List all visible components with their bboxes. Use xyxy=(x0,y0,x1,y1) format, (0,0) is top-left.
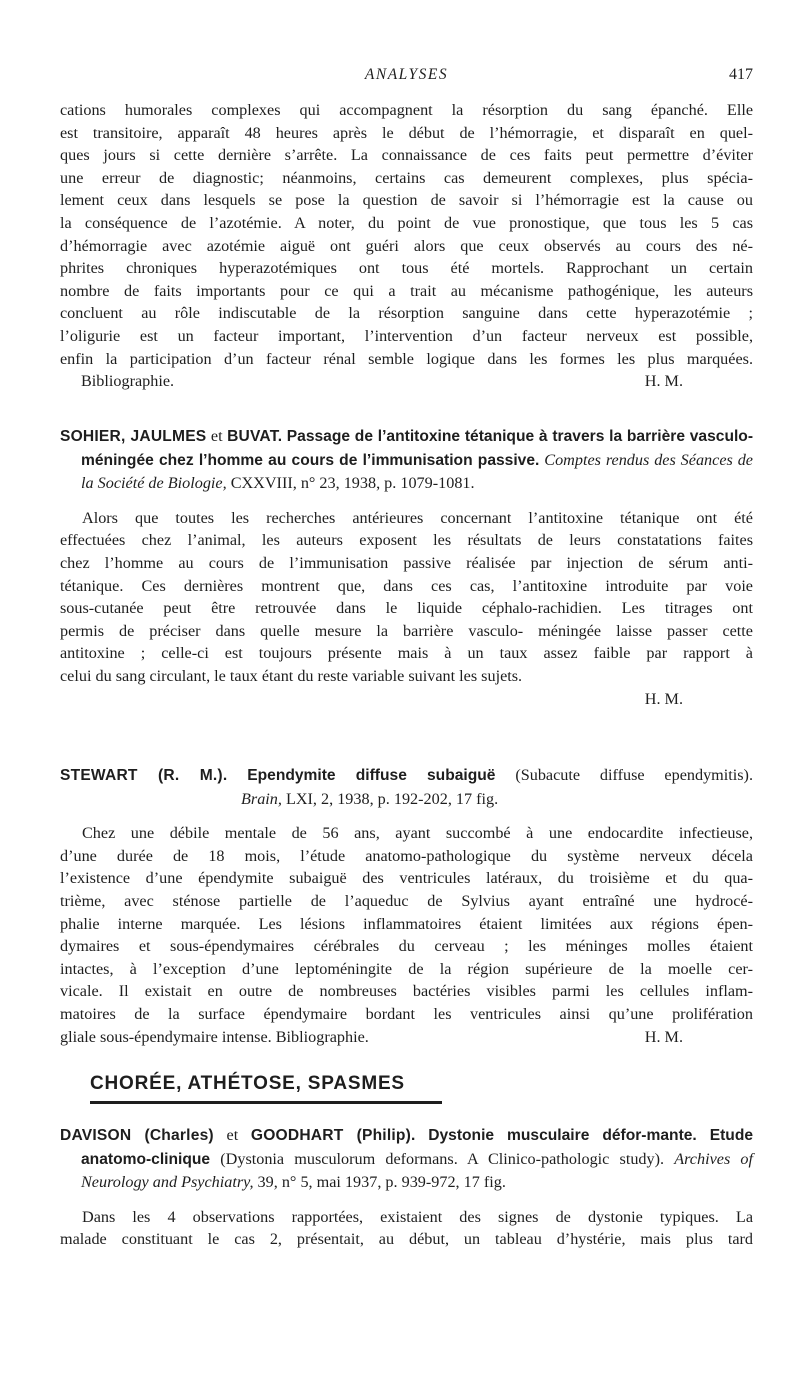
text-line: Chez une débile mentale de 56 ans, ayant succombé à une endocardite infectieuse, xyxy=(82,824,753,843)
text-line: chez l’homme au cours de l’immunisation passive réalisée par injection de sérum anti- xyxy=(60,553,753,572)
text-line: vicale. Il existait en outre de nombreuses bactéries visibles parmi les cellules inflam- xyxy=(60,982,753,1001)
text-line: tétanique. Ces dernières montrent que, dans ces cas, l’antitoxine introduite par voie xyxy=(60,576,753,595)
text-line: gliale sous-épendymaire intense. Bibliographie. xyxy=(60,1027,369,1046)
text-line: effectuées chez l’animal, les auteurs exposent les résultats de leurs constatations faites xyxy=(60,531,753,550)
abstract-authors-2: BUVAT. xyxy=(227,428,283,445)
text-line: antitoxine ; celle-ci est toujours présente mais à un taux assez faible par rapport à xyxy=(60,644,753,663)
text-line: sous-cutanée peut être retrouvée dans le liquide céphalo-rachidien. Les titrages ont xyxy=(60,599,753,618)
journal-name: Brain, xyxy=(241,789,282,808)
journal-name: Archives of Neurology and Psychiatry, xyxy=(81,1149,754,1192)
text-line: malade constituant le cas 2, présentait, au début, un tableau d’hystérie, mais plus tard xyxy=(60,1230,753,1249)
text-line: une erreur de diagnostic; néanmoins, certains cas demeurent complexes, plus spécia- xyxy=(60,168,753,187)
citation-details: LXI, 2, 1938, p. 192-202, 17 fig. xyxy=(285,789,499,808)
abstract-sohier xyxy=(60,425,753,710)
text-line: ques jours si cette dernière s’arrête. La connaissance de ces faits peut permettre d’éviter xyxy=(60,146,753,165)
text-line: lement ceux dans lesquels se pose la question de savoir si l’hémorragie est la cause ou xyxy=(60,191,753,210)
text-line: Dans les 4 observations rapportées, existaient des signes de dystonie typiques. La xyxy=(82,1207,753,1226)
text-line: concluent au rôle indiscutable de la résorption sanguine dans cette hyperazotémie ; xyxy=(60,304,753,323)
citation-details: CXXVIII, n° 23, 1938, p. 1079-1081. xyxy=(230,474,475,493)
text-line: cations humorales complexes qui accompagnent la résorption du sang épanché. Elle xyxy=(60,101,753,119)
text-line: phrites chroniques hyperazotémiques ont tous été mortels. Rapprochant un certain xyxy=(60,259,753,278)
text-line: Alors que toutes les recherches antérieures concernant l’antitoxine tétanique ont été xyxy=(82,508,753,527)
signature-row xyxy=(60,1026,753,1049)
text-line: celui du sang circulant, le taux étant du reste variable suivant les sujets. xyxy=(60,666,523,685)
intro-paragraph xyxy=(60,99,753,393)
signature-row xyxy=(60,370,753,393)
text-line: permis de préciser dans quelle mesure la barrière vasculo- méningée laisse passer cette xyxy=(60,621,753,640)
journal-name: Comptes rendus des Séances de la Société de Biologie, xyxy=(81,450,753,493)
abstract-davison xyxy=(60,1124,753,1251)
running-head xyxy=(60,64,753,88)
text-line: trième, avec sténose partielle de l’aqueduc de Sylvius ayant entraîné une hydrocé- xyxy=(60,891,753,910)
signature: H. M. xyxy=(644,1027,683,1046)
page-number: 417 xyxy=(729,66,753,83)
abstract-title: Ependymite diffuse subaiguë xyxy=(247,767,496,784)
text-line: l’existence d’une épendymite subaiguë des ventricules latéraux, du troisième et du qua- xyxy=(60,869,753,888)
abstract-heading xyxy=(60,425,753,495)
abstract-authors: STEWART (R. M.). xyxy=(60,767,228,784)
text-line: matoires de la surface épendymaire bordant les ventricules ainsi qu’une prolifération xyxy=(60,1004,753,1023)
author-conjunction: et xyxy=(210,427,223,445)
abstract-heading xyxy=(60,764,753,810)
abstract-authors: DAVISON (Charles) xyxy=(60,1127,214,1144)
running-head-title: ANALYSES xyxy=(364,66,449,83)
text-line: nombre de faits importants pour ce qui a trait au mécanisme pathogénique, les auteurs xyxy=(60,281,753,300)
abstract-heading xyxy=(60,1124,753,1194)
section-title: CHORÉE, ATHÉTOSE, SPASMES xyxy=(90,1073,405,1094)
text-line: enfin la participation d’un facteur rénal semble logique dans les formes les plus marquées. xyxy=(60,349,753,368)
text-line: est transitoire, apparaît 48 heures après le début de l’hémorragie, et disparaît en quel- xyxy=(60,123,753,142)
abstract-subtitle: (Dystonia musculorum deformans. A Clinico-pathologic study). xyxy=(220,1149,665,1168)
citation-details: 39, n° 5, mai 1937, p. 939-972, 17 fig. xyxy=(257,1173,506,1192)
text-line: intactes, à l’exception d’une leptoméningite de la région supérieure de la moelle cer- xyxy=(60,959,753,978)
text-line: l’oligurie est un facteur important, l’intervention d’un facteur nerveux est possible, xyxy=(60,326,753,345)
text-line: d’hémorragie avec azotémie aiguë ont guéri alors que ceux observés au cours des né- xyxy=(60,236,753,255)
bibliography-note: Bibliographie. xyxy=(81,372,175,391)
abstract-title: Passage de l’antitoxine tétanique à travers la barrière vasculo-méningée chez l’homme au cours de l’immunisation passive. xyxy=(81,428,754,469)
abstract-title: Dystonie musculaire défor-mante. Etude anatomo-clinique xyxy=(81,1127,754,1168)
text-line: phalie interne marquée. Les lésions inflammatoires étaient limitées aux régions épen- xyxy=(60,914,753,933)
abstract-authors-2: GOODHART (Philip). xyxy=(250,1127,416,1144)
text-line: la conséquence de l’azotémie. A noter, du point de vue pronostique, que tous les 5 cas xyxy=(60,213,753,232)
abstract-authors: SOHIER, JAULMES xyxy=(60,428,207,445)
abstract-subtitle: (Subacute diffuse ependymitis). xyxy=(515,766,753,784)
author-conjunction: et xyxy=(226,1126,239,1144)
section-underline xyxy=(90,1101,442,1104)
abstract-stewart xyxy=(60,764,753,1048)
signature: H. M. xyxy=(644,689,683,708)
text-line: d’une durée de 18 mois, l’étude anatomo-pathologique du système nerveux décela xyxy=(60,846,753,865)
signature: H. M. xyxy=(644,372,683,391)
text-line: dymaires et sous-épendymaires cérébrales du cerveau ; les méninges molles étaient xyxy=(60,937,753,956)
